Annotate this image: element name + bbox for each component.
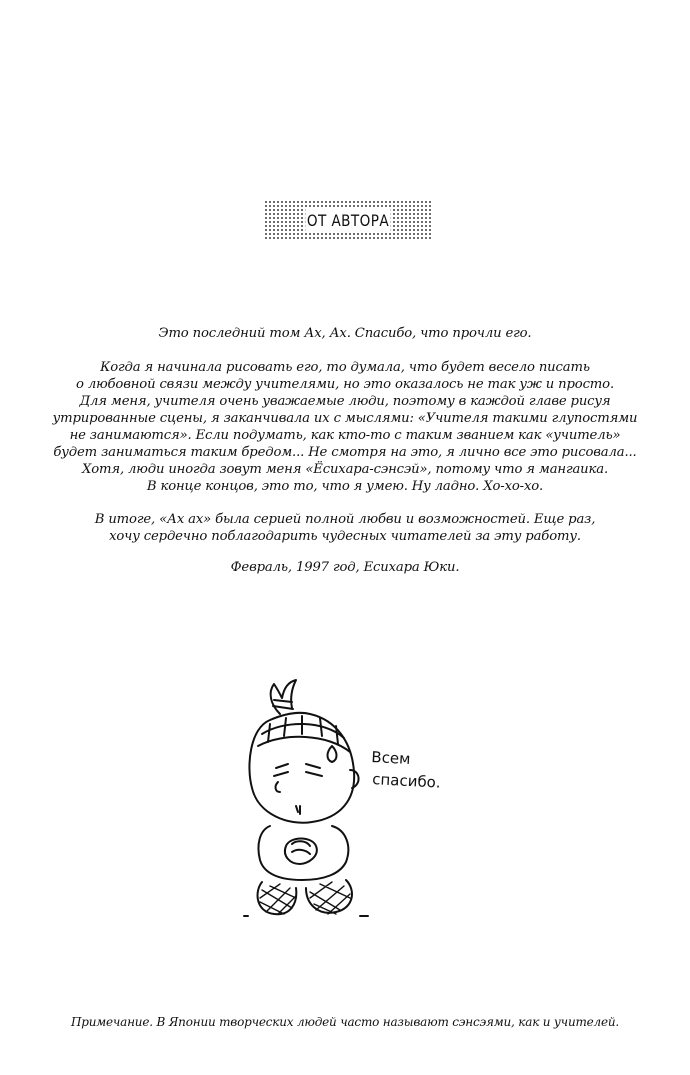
text-line: не занимаются». Если подумать, как кто-то с таким званием как «учитель» <box>69 428 621 443</box>
text-line: Хотя, люди иногда зовут меня «Ёсихара-сэнсэй», потому что я мангаика. <box>81 462 608 477</box>
chibi-author-figure-icon <box>240 676 374 918</box>
title-banner <box>264 200 432 240</box>
text-line: Для меня, учителя очень уважаемые люди, поэтому в каждой главе рисуя <box>79 394 611 409</box>
speech-line: спасибо. <box>371 770 442 792</box>
signature-line <box>20 559 670 576</box>
paragraph-1 <box>20 325 670 342</box>
paragraph-2 <box>20 359 670 495</box>
page-title: ОТ АВТОРА <box>306 208 391 232</box>
text-line: Когда я начинала рисовать его, то думала, что будет весело писать <box>100 360 590 375</box>
footnote: Примечание. В Японии творческих людей часто называют сэнсэями, как и учителей. <box>70 1015 620 1029</box>
text-line: Это последний том Ах, Ах. Спасибо, что прочли его. <box>158 326 532 341</box>
text-line: будет заниматься таким бредом... Не смотря на это, я лично все это рисовала... <box>53 445 637 460</box>
speech-line: Всем <box>370 747 411 769</box>
text-line: хочу сердечно поблагодарить чудесных читателей за эту работу. <box>109 529 581 544</box>
paragraph-3 <box>20 511 670 545</box>
text-line: В итоге, «Ах ах» была серией полной любви и возможностей. Еще раз, <box>94 512 596 527</box>
speech-bubble-text <box>370 746 472 795</box>
text-line: Февраль, 1997 год, Есихара Юки. <box>230 560 460 575</box>
text-line: В конце концов, это то, что я умею. Ну ладно. Хо-хо-хо. <box>146 479 544 494</box>
text-line: утрированные сцены, я заканчивала их с мыслями: «Учителя такими глупостями <box>52 411 638 426</box>
text-line: о любовной связи между учителями, но это оказалось не так уж и просто. <box>75 377 614 392</box>
